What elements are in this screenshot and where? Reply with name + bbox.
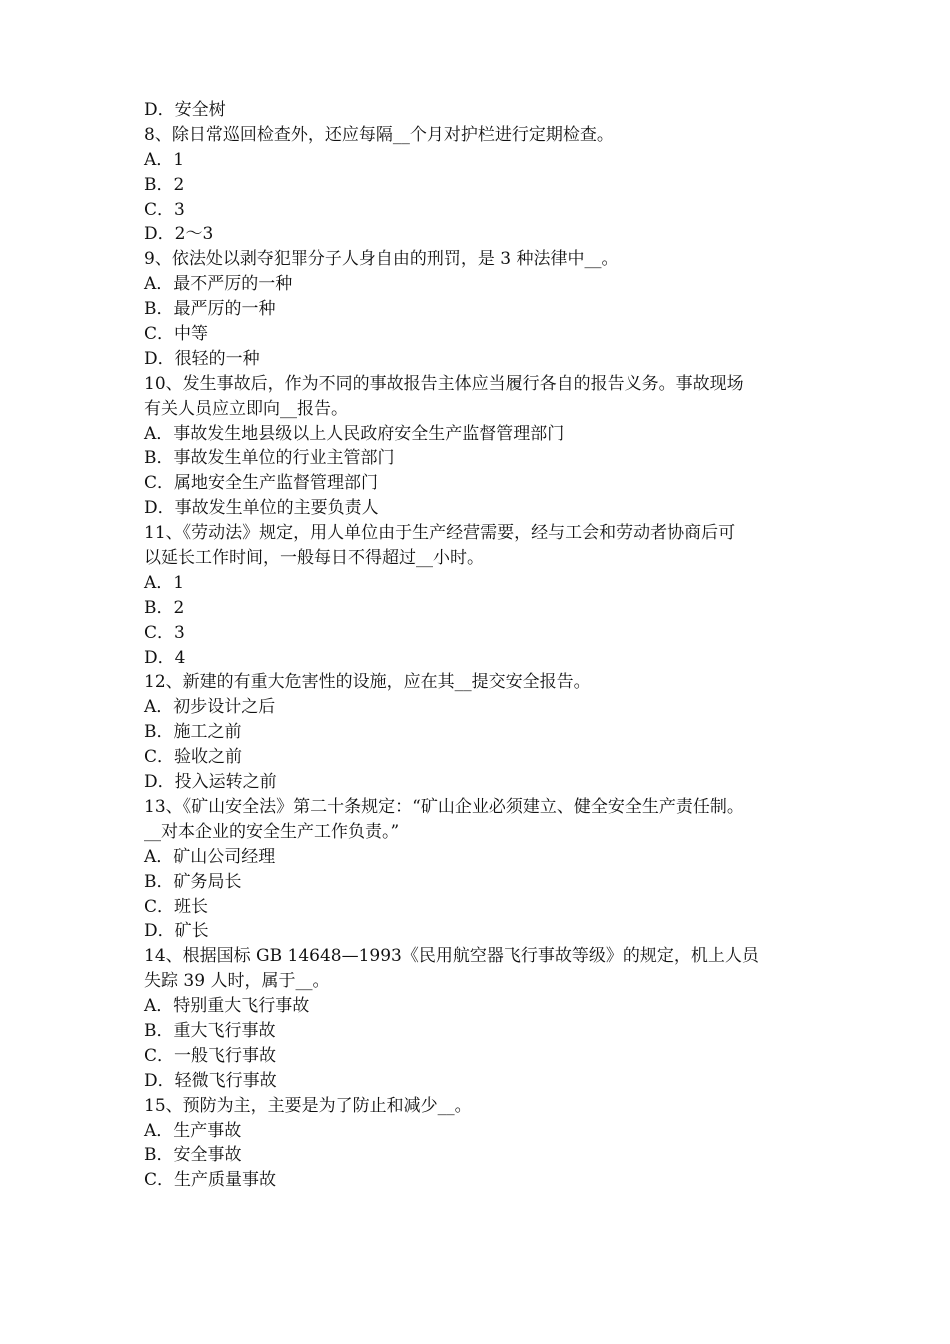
answer-option: A．事故发生地县级以上人民政府安全生产监督管理部门 xyxy=(144,423,565,444)
question-text-line: 8、除日常巡回检查外，还应每隔__个月对护栏进行定期检查。 xyxy=(144,124,614,145)
answer-option: D．轻微飞行事故 xyxy=(144,1070,277,1091)
question-text-line: 11、《劳动法》规定，用人单位由于生产经营需要，经与工会和劳动者协商后可 xyxy=(144,523,736,544)
question-text-line: 失踪 39 人时，属于__。 xyxy=(144,971,330,992)
question-text-line: 14、根据国标 GB 14648—1993《民用航空器飞行事故等级》的规定，机上人员 xyxy=(144,946,759,967)
question-text-line: 有关人员应立即向__报告。 xyxy=(144,398,348,419)
question-text-line: 以延长工作时间，一般每日不得超过__小时。 xyxy=(144,548,484,569)
answer-option: A．矿山公司经理 xyxy=(144,846,276,867)
answer-option: A．最不严厉的一种 xyxy=(144,274,293,295)
answer-option: A．1 xyxy=(144,149,185,170)
question-text-line: 13、《矿山安全法》第二十条规定：“矿山企业必须建立、健全安全生产责任制。 xyxy=(144,796,744,817)
answer-option: D．投入运转之前 xyxy=(144,772,277,793)
document-body xyxy=(144,98,814,1193)
answer-option: B．2 xyxy=(144,174,185,195)
answer-option: D．2～3 xyxy=(144,224,214,245)
answer-option: B．重大飞行事故 xyxy=(144,1020,276,1041)
answer-option: C．中等 xyxy=(144,324,209,345)
answer-option: C．验收之前 xyxy=(144,747,243,768)
answer-option: B．矿务局长 xyxy=(144,871,242,892)
answer-option: B．施工之前 xyxy=(144,722,242,743)
question-text-line: 12、新建的有重大危害性的设施，应在其__提交安全报告。 xyxy=(144,672,591,693)
answer-option: A．初步设计之后 xyxy=(144,697,276,718)
answer-option: B．事故发生单位的行业主管部门 xyxy=(144,448,395,469)
question-text-line: 10、发生事故后，作为不同的事故报告主体应当履行各自的报告义务。事故现场 xyxy=(144,373,744,394)
answer-option: B．最严厉的一种 xyxy=(144,299,276,320)
answer-option: C．班长 xyxy=(144,896,209,917)
answer-option: C．3 xyxy=(144,199,185,220)
answer-option: A．特别重大飞行事故 xyxy=(144,996,310,1017)
answer-option: D．很轻的一种 xyxy=(144,348,260,369)
answer-option: D．安全树 xyxy=(144,100,226,120)
answer-option: D．矿长 xyxy=(144,921,209,942)
answer-option: C．一般飞行事故 xyxy=(144,1045,277,1066)
answer-option: C．生产质量事故 xyxy=(144,1170,277,1191)
question-text-line: __对本企业的安全生产工作负责。” xyxy=(144,821,400,842)
answer-option: A．生产事故 xyxy=(144,1120,242,1141)
answer-option: B．安全事故 xyxy=(144,1145,242,1166)
question-text-line: 15、预防为主，主要是为了防止和减少__。 xyxy=(144,1095,472,1116)
answer-option: B．2 xyxy=(144,597,185,618)
answer-option: D．4 xyxy=(144,647,186,668)
question-text-line: 9、依法处以剥夺犯罪分子人身自由的刑罚，是 3 种法律中__。 xyxy=(144,249,619,270)
answer-option: C．3 xyxy=(144,622,185,643)
answer-option: D．事故发生单位的主要负责人 xyxy=(144,498,379,519)
answer-option: A．1 xyxy=(144,572,185,593)
answer-option: C．属地安全生产监督管理部门 xyxy=(144,473,379,494)
